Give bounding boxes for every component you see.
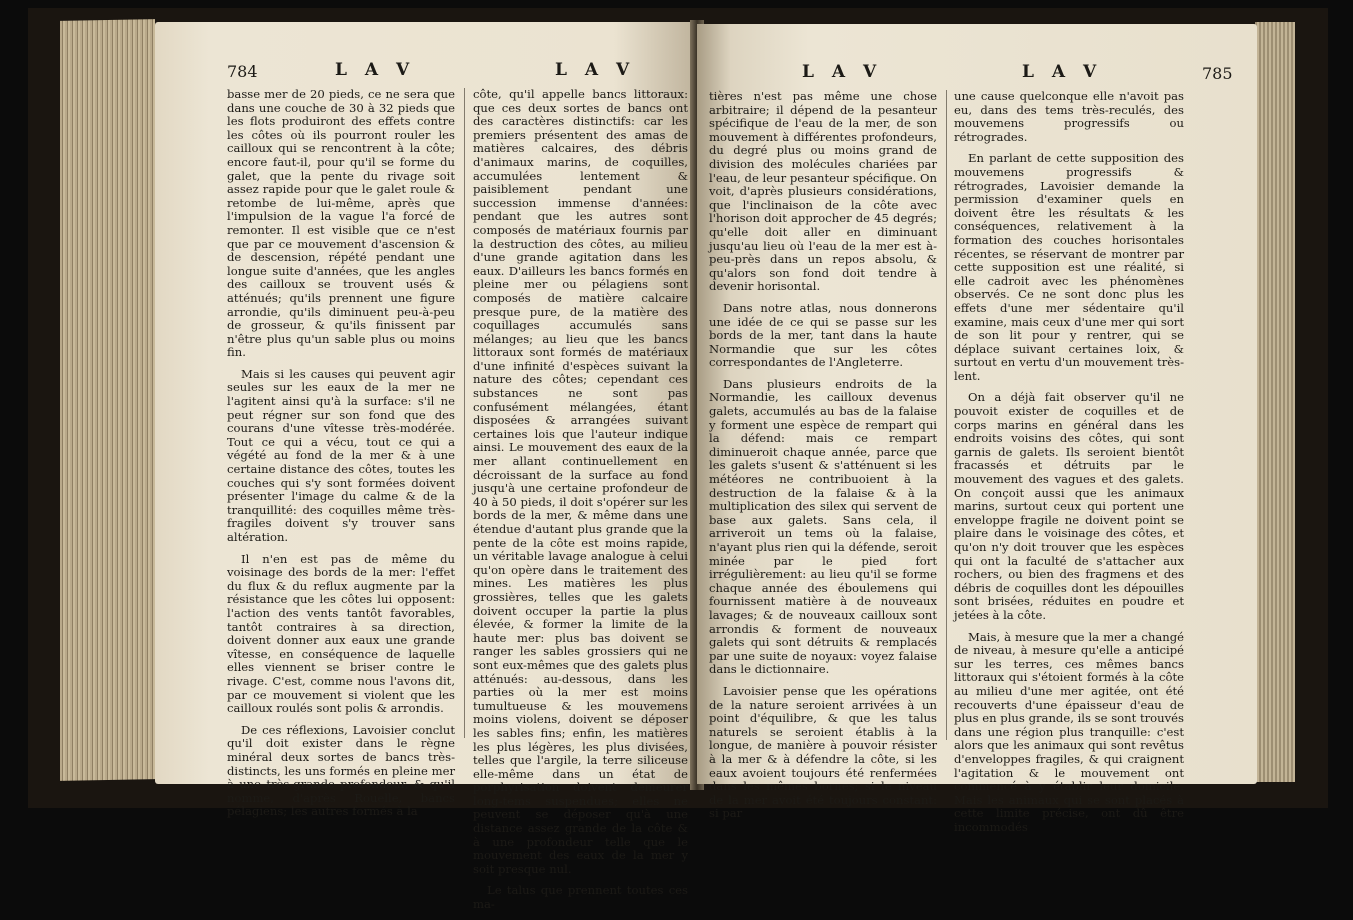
paragraph: une cause quelconque elle n'avoit pas eu, dans des tems très-reculés, des mouvemens progressifs ou rétrogrades. (954, 89, 1184, 144)
paragraph: Dans plusieurs endroits de la Normandie, les cailloux devenus galets, accumulés au bas de la falaise y forment une espèce de rempart qui la défend: mais ce rempart diminueroit chaque année, parce que les galets s'usent & s'atténuent si les météores ne contribuoient à la destruction de la falaise & à la multiplication des silex qui servent de base aux galets. Sans cela, il arriveroit un tems où la falaise, n'ayant plus rien qui la défende, seroit minée par le pied fort irrégulièrement: au lieu qu'il se forme chaque année des éboulemens qui fournissent matière à de nouveaux lavages; & de nouveaux cailloux sont arrondis & forment de nouveaux galets qui sont détruits & remplacés par une suite de noyaux: voyez falaise dans le dictionnaire. (709, 376, 937, 677)
left-running-header: L A V (335, 60, 416, 80)
left-running-header-2: L A V (555, 60, 636, 80)
paragraph: En parlant de cette supposition des mouvemens progressifs & rétrogrades, Lavoisier demande la permission d'examiner quels en doivent être les résultats & les conséquences, relativement à la formation des couches horisontales récentes, se réservant de montrer par cette supposition est une réalité, si elle cadroit avec les phénomènes observés. Ce ne sont donc plus les effets d'une mer sédentaire qu'il examine, mais ceux d'une mer qui sort de son lit pour y rentrer, qui se déplace suivant certaines loix, & surtout en vertu d'un mouvement très-lent. (954, 151, 1184, 383)
left-page-edges (60, 19, 155, 781)
column-rule (946, 90, 947, 740)
paragraph: De ces réflexions, Lavoisier conclut qu'il doit exister dans le règne minéral deux sortes de bancs très-distincts, les uns formés en pleine mer à une très-grande profondeur, & qu'il nomme, d'après Rouelle, bancs pélagiens; les autres formés à la (227, 722, 455, 819)
paragraph: tières n'est pas même une chose arbitraire; il dépend de la pesanteur spécifique de l'eau de la mer, de son mouvement à différentes profondeurs, du degré plus ou moins grand de division des molécules chariées par l'eau, de leur pesanteur spécifique. On voit, d'après plusieurs considérations, que l'inclinaison de la côte avec l'horison doit approcher de 45 degrés; qu'elle doit aller en diminuant jusqu'au lieu où l'eau de la mer est à-peu-près dans un repos absolu, & qu'alors son fond doit tendre à devenir horisontal. (709, 89, 937, 294)
paragraph: Lavoisier pense que les opérations de la nature seroient arrivées à un point d'équilibre, & que les talus naturels se seroient établis à la longue, de manière à pouvoir résister à la mer & à défendre la côte, si les eaux avoient toujours été renfermées dans les mêmes bornes; si le niveau de la mer avoit été toujours constant: si par (709, 683, 937, 821)
right-column-b (954, 90, 1184, 842)
right-running-header-2: L A V (1022, 62, 1103, 82)
right-page-number: 785 (1202, 64, 1233, 83)
column-rule (464, 88, 465, 738)
paragraph: On a déjà fait observer qu'il ne pouvoit exister de coquilles et de corps marins en général dans les endroits voisins des côtes, qui sont garnis de galets. Ils seroient bientôt fracassés et détruits par le mouvement des vagues et des galets. On conçoit aussi que les animaux marins, surtout ceux qui portent une enveloppe fragile ne doivent point se plaire dans le voisinage des côtes, et qu'on n'y doit trouver que les espèces qui ont la faculté de s'attacher aux rochers, ou bien des fragmens et des débris de coquilles dont les dépouilles sont brisées, réduites en poudre et jetées à la côte. (954, 390, 1184, 622)
right-page-edges (1255, 22, 1295, 782)
paragraph: Mais, à mesure que la mer a changé de niveau, à mesure qu'elle a anticipé sur les terres, ces mêmes bancs littoraux qui s'étoient formés à la côte au milieu d'une mer agitée, ont été recouverts d'une épaisseur d'eau de plus en plus grande, ils se sont trouvés dans une région plus tranquille: c'est alors que les animaux qui sont revêtus d'enveloppes fragiles, & qui craignent l'agitation & le mouvement ont commencé à y établir leur domicile. Mais les animaux qui se sont placés à cette limite précise, ont dû être incommodés (954, 629, 1184, 834)
paragraph: Mais si les causes qui peuvent agir seules sur les eaux de la mer ne l'agitent ainsi qu'à la surface: s'il ne peut régner sur son fond que des courans d'une vîtesse très-modérée. Tout ce qui a vécu, tout ce qui a végété au fond de la mer & à une certaine distance des côtes, toutes les couches qui s'y sont formées doivent présenter l'image du calme & de la tranquillité: des coquilles même très-fragiles doivent s'y trouver sans altération. (227, 366, 455, 544)
paragraph: basse mer de 20 pieds, ce ne sera que dans une couche de 30 à 32 pieds que les flots produiront des effets contre les côtes où ils pourront rouler les cailloux qui se rencontrent à la côte; encore faut-il, pour qu'il se forme du galet, que la pente du rivage soit assez rapide pour que le galet roule & retombe de lui-même, après que l'impulsion de la vague l'a forcé de remonter. Il est visible que ce n'est que par ce mouvement d'ascension & de descension, répété pendant une longue suite d'années, que les angles des cailloux se trouvent usés & atténués; qu'ils prennent une figure arrondie, qu'ils diminuent peu-à-peu de grosseur, & qu'ils finissent par n'être plus qu'un sable plus ou moins fin. (227, 87, 455, 360)
right-page (697, 24, 1257, 834)
paragraph: côte, qu'il appelle bancs littoraux: que ces deux sortes de bancs ont des caractères distinctifs: car les premiers présentent des amas de matières calcaires, des débris d'animaux marins, de coquilles, accumulées lentement & paisiblement pendant une succession immense d'années: pendant que les autres sont composés de matériaux fournis par la destruction des côtes, au milieu d'une grande agitation dans les eaux. D'ailleurs les bancs formés en pleine mer ou pélagiens sont composés de matière calcaire presque pure, de la matière des coquillages accumulés sans mélanges; au lieu que les bancs littoraux sont formés de matériaux d'une infinité d'espèces suivant la nature des côtes; cependant ces substances ne sont pas confusément mélangées, étant disposées & arrangées suivant certaines lois que l'auteur indique ainsi. Le mouvement des eaux de la mer allant continuellement en décroissant de la surface au fond jusqu'à une certaine profondeur de 40 à 50 pieds, il doit s'opérer sur les bords de la mer, & même dans une étendue d'autant plus grande que la pente de la côte est moins rapide, un véritable lavage analogue à celui qu'on opère dans le traitement des mines. Les matières les plus grossières, telles que les galets doivent occuper la partie la plus élevée, & former la limite de la haute mer: plus bas doivent se ranger les sables grossiers qui ne sont eux-mêmes que des galets plus atténués: au-dessous, dans les parties où la mer est moins tumultueuse & les mouvemens moins violens, doivent se déposer les sables fins; enfin, les matières les plus légères, les plus divisées, telles que l'argile, la terre siliceuse elle-même dans un état de porphyrisation doivent demeurer long-tems suspendues; elles ne peuvent se déposer qu'à une distance assez grande de la côte & à une profondeur telle que le mouvement des eaux de la mer y soit presque nul. (473, 87, 688, 876)
left-page-number: 784 (227, 62, 258, 81)
right-column-a (709, 90, 937, 829)
paragraph: Il n'en est pas de même du voisinage des bords de la mer: l'effet du flux & du reflux augmente par la résistance que les côtes lui opposent: l'action des vents tantôt favorables, tantôt contraires à sa direction, doivent donner aux eaux une grande vîtesse, en conséquence de laquelle elles viennent se briser contre le rivage. C'est, comme nous l'avons dit, par ce mouvement si violent que les cailloux roulés sont polis & arrondis. (227, 551, 455, 716)
paragraph: Le talus que prennent toutes ces ma- (473, 883, 688, 912)
left-column-a (227, 88, 455, 827)
left-page (155, 22, 695, 912)
left-column-b (473, 88, 688, 920)
right-running-header: L A V (802, 62, 883, 82)
paragraph: Dans notre atlas, nous donnerons une idée de ce qui se passe sur les bords de la mer, tant dans la haute Normandie que sur les côtes correspondantes de l'Angleterre. (709, 300, 937, 370)
